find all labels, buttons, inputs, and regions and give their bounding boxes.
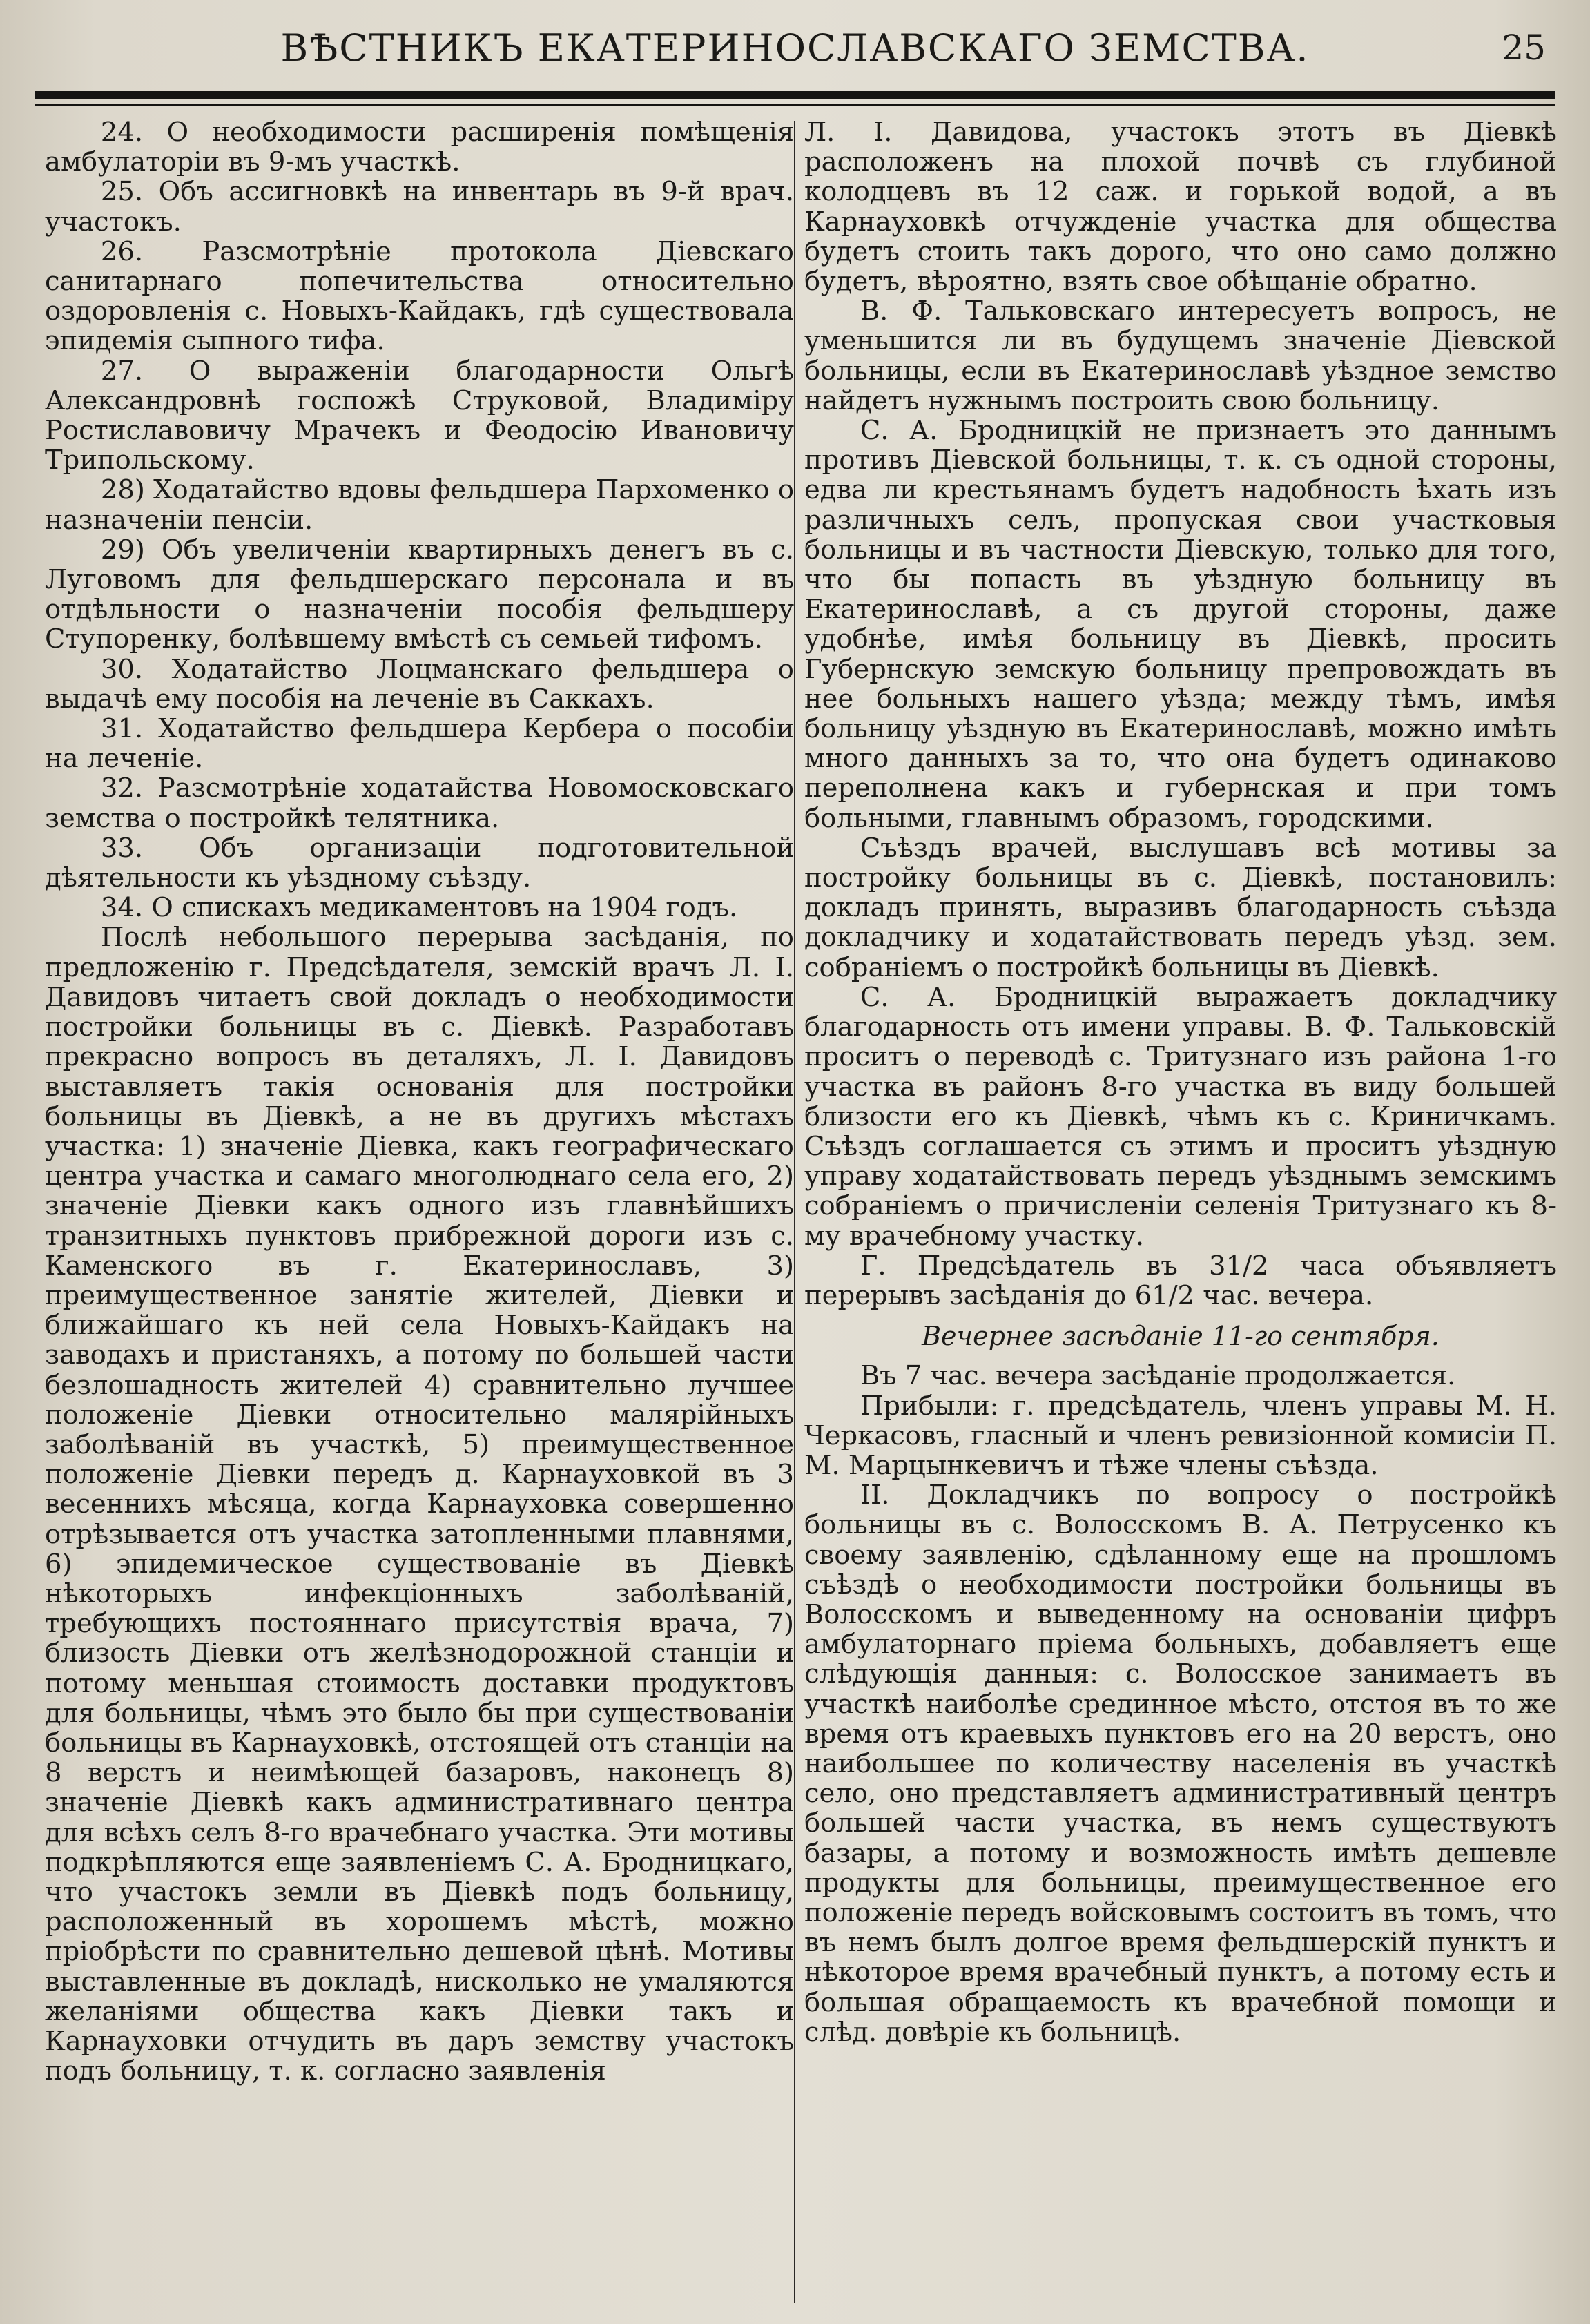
davidov-report-paragraph: Послѣ небольшого перерыва засѣданія, по предложенію г. Предсѣдателя, земскій врачъ Л. І. Давидовъ читаетъ свой докладъ о необходимости постройки больницы въ с. Діевкѣ. Разработавъ прекрасно вопросъ въ деталяхъ, Л. І. Давидовъ выставляетъ такія основанія для постройки больницы въ Діевкѣ, а не въ другихъ мѣстахъ участка: 1) значеніе Діевка, какъ географическаго центра участка и самаго многолюднаго села его, 2) значеніе Діевки какъ одного изъ главнѣйшихъ транзитныхъ пунктовъ прибрежной дороги изъ с. Каменского въ г. Екатеринославъ, 3) преимущественное занятіе жителей, Діевки и ближайшаго къ ней села Новыхъ-Кайдакъ на заводахъ и пристаняхъ, а потому по большей части безлошадность жителей 4) сравнительно лучшее положеніе Діевки относительно малярійныхъ заболѣваній въ участкѣ, 5) преимущественное положеніе Діевки передъ д. Карнауховкой въ 3 весеннихъ мѣсяца, когда Карнауховка совершенно отрѣзывается отъ участка затопленными плавнями, 6) эпидемическое существованіе въ Діевкѣ нѣкоторыхъ инфекціонныхъ заболѣваній, требующихъ постояннаго присутствія врача, 7) близость Діевки отъ желѣзнодорожной станціи и потому меньшая стоимость доставки продуктовъ для больницы, чѣмъ это было бы при существованіи больницы въ Карнауховкѣ, отстоящей отъ станціи на 8 верстъ и неимѣющей базаровъ, наконецъ 8) значеніе Діевкѣ какъ административнаго центра для всѣхъ селъ 8-го врачебнаго участка. Эти мотивы подкрѣпляются еще заявленіемъ С. А. Бродницкаго, что участокъ земли въ Діевкѣ подъ больницу, расположенный въ хорошемъ мѣстѣ, можно пріобрѣсти по сравнительно дешевой цѣнѣ. Мотивы выставленные въ докладѣ, нисколько не умаляются желаніями общества какъ Діевки такъ и Карнауховки отчудить въ даръ земству участокъ подъ больницу, т. к. согласно заявленія <box>45 922 794 2087</box>
right-column <box>804 117 1557 2306</box>
brodnitsky-reply-paragraph: С. А. Бродницкій не признаетъ это даннымъ противъ Діевской больницы, т. к. съ одной стороны, едва ли крестьянамъ будетъ надобность ѣхать изъ различныхъ селъ, пропуская свои участковыя больницы и въ частности Діевскую, только для того, что бы попасть въ уѣздную больницу въ Екатеринославѣ, а съ другой стороны, даже удобнѣе, имѣя больницу въ Діевкѣ, просить Губернскую земскую больницу препровождать въ нее больныхъ нашего уѣзда; между тѣмъ, имѣя больницу уѣздную въ Екатеринославѣ, можно имѣть много данныхъ за то, что она будетъ одинаково переполнена какъ и губернская и при томъ больными, главнымъ образомъ, городскими. <box>804 415 1557 834</box>
column-divider <box>794 121 795 2303</box>
agenda-item-25: 25. Объ ассигновкѣ на инвентарь въ 9-й врач. участокъ. <box>45 176 794 238</box>
agenda-item-29: 29) Объ увеличеніи квартирныхъ денегъ въ с. Луговомъ для фельдшерскаго персонала и въ отдѣльности о назначеніи пособія фельдшеру Ступоренку, болѣвшему вмѣстѣ съ семьей тифомъ. <box>45 534 794 655</box>
session-continues-paragraph: Въ 7 час. вечера засѣданіе продолжается. <box>860 1360 1456 1392</box>
journal-title: ВѢСТНИКЪ ЕКАТЕРИНОСЛАВСКАГО ЗЕМСТВА. <box>280 26 1310 70</box>
continuation-paragraph: Л. І. Давидова, участокъ этотъ въ Діевкѣ расположенъ на плохой почвѣ съ глубиной колодцевъ въ 12 саж. и горькой водой, а въ Карнауховкѣ отчужденіе участка для общества будетъ стоить такъ дорого, что оно само должно будетъ, вѣроятно, взять свое обѣщаніе обратно. <box>804 117 1557 298</box>
agenda-item-27: 27. О выраженіи благодарности Ольгѣ Александровнѣ госпожѣ Струковой, Владиміру Ростиславовичу Мрачекъ и Феодосію Ивановичу Трипольскому. <box>45 355 794 476</box>
header-rule-thick <box>35 91 1555 99</box>
header-rule-thin <box>35 104 1555 106</box>
attendance-paragraph: Прибыли: г. предсѣдатель, членъ управы М. Н. Черкасовъ, гласный и членъ ревизіонной комисіи П. М. Марцынкевичъ и тѣже члены съѣзда. <box>804 1390 1557 1481</box>
recess-paragraph: Г. Предсѣдатель въ 31/2 часа объявляетъ перерывъ засѣданія до 61/2 час. вечера. <box>804 1250 1557 1311</box>
page-header <box>28 19 1562 81</box>
agenda-item-31: 31. Ходатайство фельдшера Кербера о пособіи на леченіе. <box>45 713 794 775</box>
congress-resolution-paragraph: Съѣздъ врачей, выслушавъ всѣ мотивы за постройку больницы въ с. Діевкѣ, постановилъ: докладъ принять, выразивъ благодарность съѣзда докладчику и ходатайствовать передъ уѣзд. зем. собраніемъ о постройкѣ больницы въ Діевкѣ. <box>804 832 1557 983</box>
talkovsky-question-paragraph: В. Ф. Тальковскаго интересуетъ вопросъ, не уменьшится ли въ будущемъ значеніе Діевской больницы, если въ Екатеринославѣ уѣздное земство найдетъ нужнымъ построить свою больницу. <box>804 296 1557 416</box>
page-number: 25 <box>1502 28 1546 68</box>
agenda-item-28: 28) Ходатайство вдовы фельдшера Пархоменко о назначеніи пенсіи. <box>45 474 794 536</box>
volosskoe-report-paragraph: II. Докладчикъ по вопросу о постройкѣ больницы въ с. Волосскомъ В. А. Петрусенко къ своему заявленію, сдѣланному еще на прошломъ съѣздѣ о необходимости постройки больницы въ Волосскомъ и выведенному на основаніи цифръ амбулаторнаго пріема больныхъ, добавляетъ еще слѣдующія данныя: с. Волосское занимаетъ въ участкѣ наиболѣе срединное мѣсто, отстоя въ то же время отъ краевыхъ пунктовъ его на 20 верстъ, оно наибольшее по количеству населенія въ участкѣ село, оно представляетъ административный центръ большей части участка, въ немъ существуютъ базары, а потому и возможность имѣть дешевле продукты для больницы, преимущественное его положеніе передъ войсковымъ состоитъ въ томъ, что въ немъ былъ долгое время фельдшерскій пунктъ и нѣкоторое время врачебный пунктъ, а потому есть и большая обращаемость къ врачебной помощи и слѣд. довѣріе къ больницѣ. <box>804 1480 1557 2048</box>
agenda-item-24: 24. О необходимости расширенія помѣщенія амбулаторіи въ 9-мъ участкѣ. <box>45 117 794 178</box>
trituzny-transfer-paragraph: С. А. Бродницкій выражаетъ докладчику благодарность отъ имени управы. В. Ф. Тальковскій проситъ о переводѣ с. Тритузнаго изъ района 1-го участка въ районъ 8-го участка въ виду большей близости его къ Діевкѣ, чѣмъ къ с. Криничкамъ. Съѣздъ соглашается съ этимъ и проситъ уѣздную управу ходатайствовать передъ уѣзднымъ земскимъ собраніемъ о причисленіи селенія Тритузнаго къ 8-му врачебному участку. <box>804 981 1557 1252</box>
agenda-item-34: 34. О спискахъ медикаментовъ на 1904 годъ. <box>100 892 738 924</box>
left-column <box>45 117 794 2306</box>
agenda-item-26: 26. Разсмотрѣніе протокола Діевскаго санитарнаго попечительства относительно оздоровленія с. Новыхъ-Кайдакъ, гдѣ существовала эпидемія сыпного тифа. <box>45 235 794 357</box>
agenda-item-33: 33. Объ организаціи подготовительной дѣятельности къ уѣздному съѣзду. <box>45 832 794 894</box>
evening-session-heading: Вечернее засѣданіе 11-го сентября. <box>922 1321 1439 1352</box>
agenda-item-30: 30. Ходатайство Лоцманскаго фельдшера о выдачѣ ему пособія на леченіе въ Саккахъ. <box>45 653 794 715</box>
agenda-item-32: 32. Разсмотрѣніе ходатайства Новомосковскаго земства о постройкѣ телятника. <box>45 773 794 834</box>
